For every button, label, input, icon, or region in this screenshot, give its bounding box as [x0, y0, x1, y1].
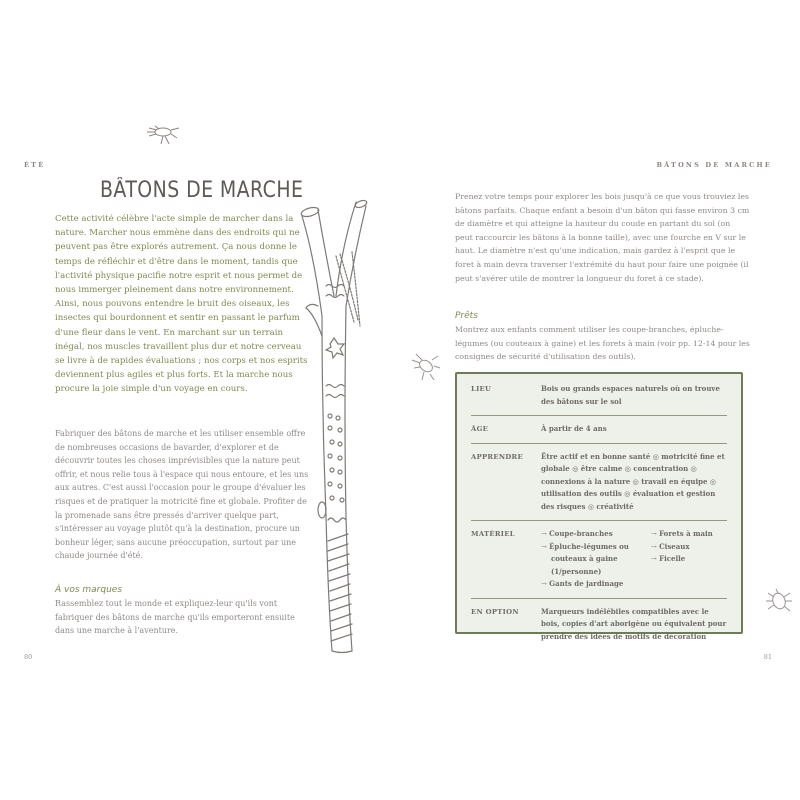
walking-stick-illustration [296, 196, 376, 656]
info-value: Marqueurs indélébiles compatibles avec le bois, copies d'art aborigène ou équivalent pour prendre des idées de motifs de décoration [541, 606, 727, 641]
body-text: Fabriquer des bâtons de marche et les utiliser ensemble offre de nombreuses occasions de bavarder, d'explorer et de découvrir toutes les choses imprévisibles que la nature peut offrir, et nous relie tous à l'espace qui nous entoure, et les uns aux autres. C'est aussi l'occasion pour le groupe d'évaluer les risques et de pratiquer la motricité fine et globale. Profiter de la promenade sans être pressés d'arriver quelque part, s'intéresser au voyage plutôt qu'à la destination, procure un bonheur léger, sans aucune préoccupation, surtout par une chaude journée d'été. [55, 429, 309, 561]
body-paragraph-left [55, 427, 310, 563]
material-item: → Ficelle [651, 553, 713, 566]
info-row-apprendre [471, 444, 727, 522]
page-number-left: 80 [24, 653, 33, 661]
intro-text: Cette activité célèbre l'acte simple de marcher dans la nature. Marcher nous emmène dans des endroits qui ne peuvent pas être explorés autrement. Ça nous donne le temps de réfléchir et d'être dans le moment, tandis que l'activité physique pacifie notre esprit et nous permet de nous immerger pleinement dans notre environnement. Ainsi, nous pouvons entendre le bruit des oiseaux, les insectes qui bourdonnent et sentir en passant le parfum d'une fleur dans le vent. En marchant sur un terrain inégal, nos muscles travaillent plus dur et notre cerveau se livre à de rapides évaluations ; nos corps et nos esprits deviennent plus agiles et plus forts. Et la marche nous procure la joie simple d'un voyage en cours. [55, 214, 308, 395]
materials-column-1 [541, 528, 641, 591]
info-row-lieu [471, 376, 727, 416]
material-item: → Ciseaux [651, 541, 713, 554]
info-row-age [471, 416, 727, 444]
section-a-vos-marques [55, 584, 315, 638]
insect-doodle-icon [143, 122, 183, 148]
material-item: → Coupe-branches [541, 528, 641, 541]
running-head-right: BÂTONS DE MARCHE [656, 161, 772, 169]
info-value: À partir de 4 ans [541, 424, 607, 433]
info-value: Bois ou grands espaces naturels où on trouve des bâtons sur le sol [541, 384, 720, 406]
info-value: Être actif et en bonne santé ◎ motricité fine et globale ◎ être calme ◎ concentration ◎ connexions à la nature ◎ travail en équipe ◎ utilisation des outils ◎ évaluation et gestion des risques ◎ créativité [541, 451, 725, 511]
info-box [455, 372, 743, 641]
info-label: ÂGE [471, 425, 489, 433]
material-item: → Épluche-légumes ou couteaux à gaine (1/personne) [541, 541, 641, 579]
insect-doodle-icon [408, 348, 444, 384]
info-label: EN OPTION [471, 607, 519, 616]
info-label: MATÉRIEL [471, 530, 515, 538]
info-row-en-option [471, 599, 727, 651]
section-heading: À vos marques [55, 585, 123, 595]
materials-list [541, 528, 727, 591]
material-item: → Forets à main [651, 528, 713, 541]
section-text: Montrez aux enfants comment utiliser les coupe-branches, épluche-légumes (ou couteaux à gaine) et les forets à main (voir pp. 12-14 pour les consignes de sécurité d'utilisation des outils). [455, 325, 750, 362]
page-number-right: 81 [763, 653, 772, 661]
material-item: → Gants de jardinage [541, 578, 641, 591]
insect-doodle-icon [762, 585, 796, 619]
section-prets [455, 310, 755, 364]
info-row-materiel [471, 521, 727, 599]
materials-column-2 [651, 528, 713, 591]
body-text: Prenez votre temps pour explorer les bois jusqu'à ce que vous trouviez les bâtons parfaits. Chaque enfant a besoin d'un bâton qui fasse environ 3 cm de diamètre et qui atteigne la hauteur du coude en partant du sol (on peut raccourcir les bâtons à la bonne taille), avec une fourche en V sur le haut. Le diamètre n'est qu'une indication, mais gardez à l'esprit que le foret à main devra traverser l'extrémité du haut pour faire une poignée (il peut s'avérer utile de montrer la longueur du foret à ce stade). [455, 192, 750, 283]
page-title: BÂTONS DE MARCHE [100, 178, 304, 203]
body-paragraph-right [455, 190, 750, 285]
intro-paragraph [55, 212, 310, 397]
info-label: LIEU [471, 385, 492, 393]
running-head-left: ÉTÉ [24, 161, 46, 169]
section-heading: Prêts [455, 311, 478, 321]
section-text: Rassemblez tout le monde et expliquez-leur qu'ils vont fabriquer des bâtons de marche qu'ils emporteront ensuite dans une marche à l'aventure. [55, 599, 295, 636]
info-label: APPRENDRE [471, 452, 523, 461]
